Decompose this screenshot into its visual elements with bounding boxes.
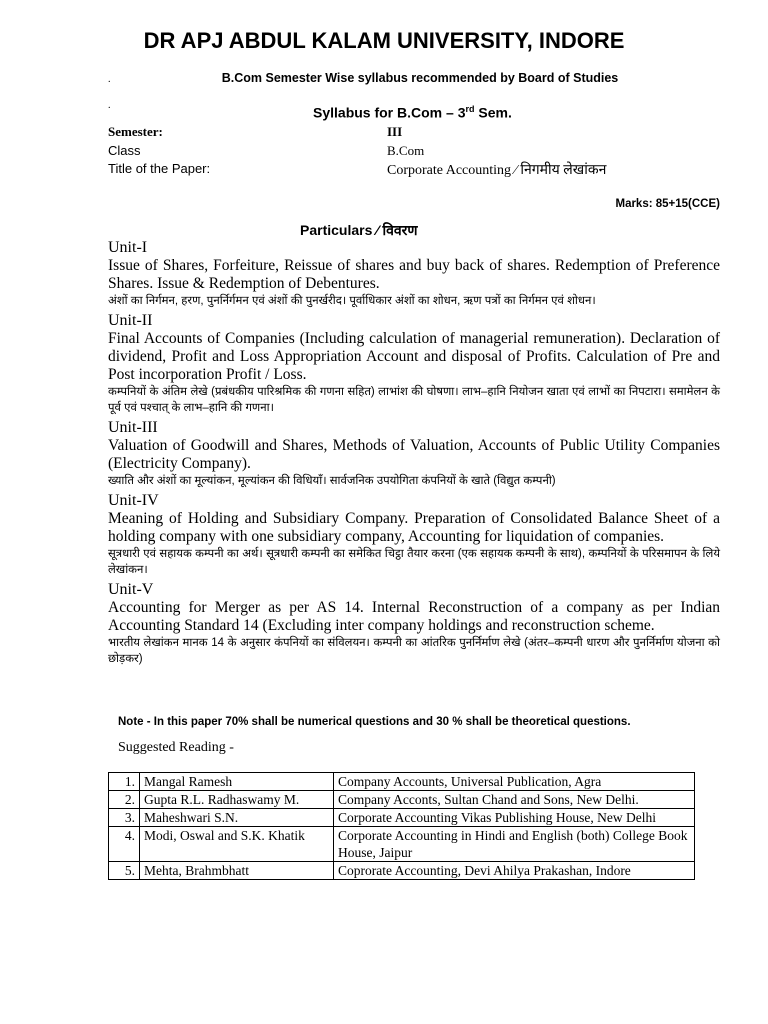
table-row [109,862,695,880]
note: Note - In this paper 70% shall be numerical questions and 30 % shall be theoretical questions. [118,716,631,728]
unit-english-text: Accounting for Merger as per AS 14. Internal Reconstruction of a company as per Indian Accounting Standard 14 (Excluding inter company holdings and reconstruction scheme. [108,599,720,634]
unit-title: Unit-IV [108,492,159,509]
syllabus-title-suffix: Sem. [474,104,512,121]
unit-title: Unit-I [108,239,148,256]
semester-value: III [387,124,403,139]
unit-title: Unit-V [108,581,154,598]
marks: Marks: 85+15(CCE) [615,198,720,210]
units-section [108,238,720,669]
unit-english-text: Final Accounts of Companies (Including calculation of managerial remuneration). Declaration of dividend, Profit and Loss Appropriation Account and disposal of Profits. Calculation of Pre and Post incorporation Profit / Loss. [108,330,720,383]
unit-english-text: Issue of Shares, Forfeiture, Reissue of shares and buy back of shares. Redemption of Preference Shares. Issue & Redemption of Debentures. [108,257,720,292]
book-title: Company Accounts, Universal Publication, Agra [334,773,695,791]
class-label: Class [108,143,141,158]
book-author: Maheshwari S.N. [140,809,334,827]
book-number: 4. [109,827,140,862]
semester-label: Semester: [108,124,163,139]
unit-title: Unit-II [108,312,153,329]
book-number: 3. [109,809,140,827]
unit-hindi-text: सूत्रधारी एवं सहायक कम्पनी का अर्थ। सूत्रधारी कम्पनी का समेकित चिट्ठा तैयार करना (एक सहायक कम्पनी के साथ), कम्पनियों के परिसमापन के लिये लेखांकन। [108,548,720,576]
particulars-heading: Particulars ⁄ विवरण [300,222,418,238]
unit-hindi-text: ख्याति और अंशों का मूल्यांकन, मूल्यांकन की विधियाँ। सार्वजनिक उपयोगिता कंपनियों के खाते (विद्युत कम्पनी) [108,475,556,487]
reading-table [108,772,695,880]
book-number: 5. [109,862,140,880]
unit-hindi-text: कम्पनियों के अंतिम लेखे (प्रबंधकीय पारिश्रमिक की गणना सहित) लाभांश की घोषणा। लाभ–हानि नियोजन खाता एवं लाभों का निपटारा। समामेलन के पूर्व एवं पश्चात् के लाभ–हानि की गणना। [108,386,720,414]
syllabus-title [313,104,512,121]
paper-label: Title of the Paper: [108,161,211,176]
unit-block [108,491,720,578]
unit-block [108,580,720,667]
table-row [109,809,695,827]
book-number: 2. [109,791,140,809]
unit-hindi-text: अंशों का निर्गमन, हरण, पुनर्निर्गमन एवं अंशों की पुनर्खरीद। पूर्वाधिकार अंशों का शोधन, ऋण पत्रों का निर्गमन एवं शोधन। [108,295,596,307]
unit-english-text: Meaning of Holding and Subsidiary Company. Preparation of Consolidated Balance Sheet of a holding company with one subsidiary company, Accounting for liquidation of companies. [108,510,720,545]
stray-mark: . [108,74,111,85]
unit-english-text: Valuation of Goodwill and Shares, Methods of Valuation, Accounts of Public Utility Companies (Electricity Company). [108,437,720,472]
book-title: Company Acconts, Sultan Chand and Sons, New Delhi. [334,791,695,809]
paper-value: Corporate Accounting ⁄ निगमीय लेखांकन [387,163,607,178]
unit-block [108,238,720,309]
syllabus-subtitle: B.Com Semester Wise syllabus recommended by Board of Studies [221,71,619,85]
book-title: Corporate Accounting Vikas Publishing House, New Delhi [334,809,695,827]
suggested-reading-label: Suggested Reading - [118,740,234,755]
book-title: Corporate Accounting in Hindi and English (both) College Book House, Jaipur [334,827,695,862]
book-author: Mehta, Brahmbhatt [140,862,334,880]
unit-title: Unit-III [108,419,158,436]
book-author: Gupta R.L. Radhaswamy M. [140,791,334,809]
book-author: Mangal Ramesh [140,773,334,791]
book-author: Modi, Oswal and S.K. Khatik [140,827,334,862]
book-number: 1. [109,773,140,791]
unit-block [108,311,720,416]
unit-block [108,418,720,489]
syllabus-title-ordinal: rd [465,104,475,114]
table-row [109,773,695,791]
syllabus-title-text: Syllabus for B.Com – 3 [313,104,466,121]
unit-hindi-text: भारतीय लेखांकन मानक 14 के अनुसार कंपनियों का संविलयन। कम्पनी का आंतरिक पुनर्निर्माण लेखे (अंतर–कम्पनी धारण और पुनर्निर्माण योजना को छोड़कर) [108,637,720,665]
stray-mark: . [108,100,111,111]
book-title: Coprorate Accounting, Devi Ahilya Prakashan, Indore [334,862,695,880]
table-row [109,827,695,862]
class-value: B.Com [387,143,425,158]
university-title: DR APJ ABDUL KALAM UNIVERSITY, INDORE [143,28,625,53]
table-row [109,791,695,809]
